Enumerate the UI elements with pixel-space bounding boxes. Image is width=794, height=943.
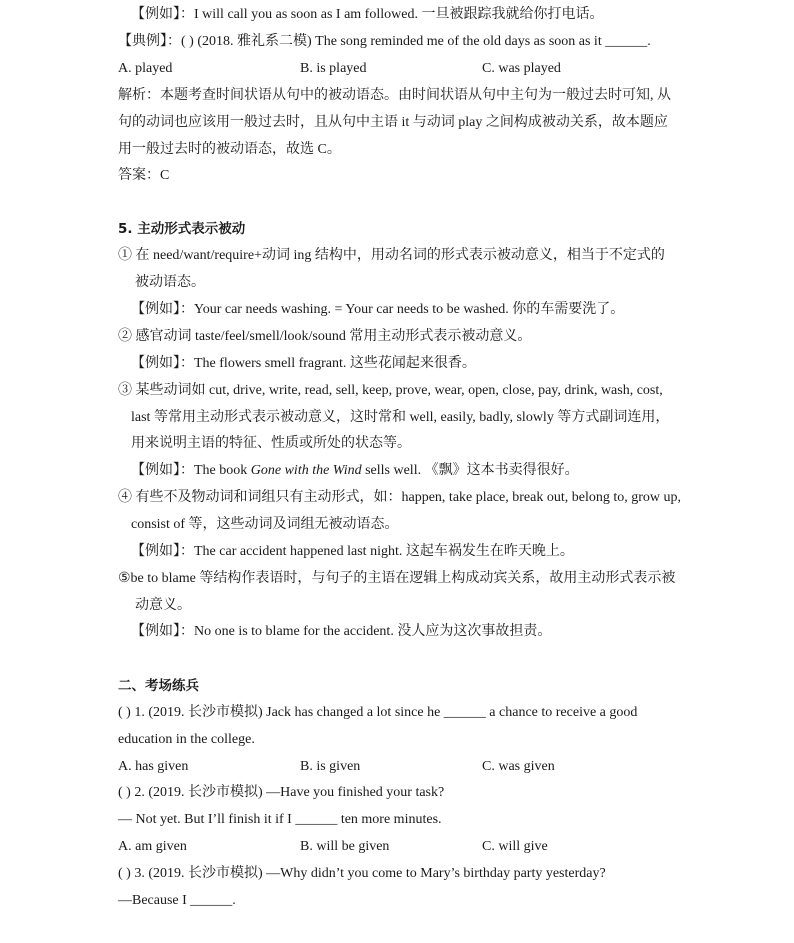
rule-line: 被动语态。 [135, 275, 205, 290]
example-line: 【例如】：The flowers smell fragrant. 这些花闻起来很香。 [131, 356, 476, 371]
option-c: C. was played [482, 61, 561, 76]
rule-line: ② 感官动词 taste/feel/smell/look/sound 常用主动形式表示被动意义。 [118, 329, 532, 344]
options-row [118, 59, 678, 79]
section-heading: 5. 主动形式表示被动 [118, 221, 246, 237]
option-b: B. will be given [300, 839, 390, 854]
question-line: ( ) 2. (2019. 长沙市模拟) —Have you finished your task? [118, 785, 445, 800]
rule-line: 用来说明主语的特征、性质或所处的状态等。 [131, 436, 411, 451]
example-text: sells well. 《飘》这本书卖得很好。 [361, 463, 579, 478]
rule-line: ① 在 need/want/require+动词 ing 结构中，用动名词的形式表示被动意义，相当于不定式的 [118, 248, 665, 263]
rule-line: 动意义。 [135, 598, 191, 613]
option-a: A. has given [118, 759, 189, 774]
rule-line: consist of 等，这些动词及词组无被动语态。 [131, 517, 399, 532]
example-line: 【例如】：Your car needs washing. = Your car needs to be washed. 你的车需要洗了。 [131, 302, 625, 317]
rule-line: ⑤be to blame 等结构作表语时，与句子的主语在逻辑上构成动宾关系，故用主动形式表示被 [118, 571, 676, 586]
analysis-line: 用一般过去时的被动语态，故选 C。 [118, 142, 341, 157]
typical-example-line: 【典例】：( ) (2018. 雅礼系二模) The song reminded me of the old days as soon as it ______. [118, 34, 651, 49]
option-a: A. am given [118, 839, 187, 854]
section-heading: 二、考场练兵 [118, 678, 199, 694]
example-text: 【例如】：The book [131, 463, 251, 478]
option-b: B. is played [300, 61, 367, 76]
question-line: —Because I ______. [118, 893, 236, 908]
rule-line: ③ 某些动词如 cut, drive, write, read, sell, keep, prove, wear, open, close, pay, drink, wash, cost, [118, 383, 663, 398]
example-line [131, 461, 579, 481]
answer-line: 答案：C [118, 168, 170, 183]
question-line: ( ) 3. (2019. 长沙市模拟) —Why didn’t you come to Mary’s birthday party yesterday? [118, 866, 606, 881]
question-line: — Not yet. But I’ll finish it if I ______ ten more minutes. [118, 812, 442, 827]
analysis-line: 句的动词也应该用一般过去时，且从句中主语 it 与动词 play 之间构成被动关系，故本题应 [118, 115, 668, 130]
rule-line: last 等常用主动形式表示被动意义，这时常和 well, easily, badly, slowly 等方式副词连用， [131, 410, 670, 425]
option-a: A. played [118, 61, 173, 76]
example-line: 【例如】：The car accident happened last night. 这起车祸发生在昨天晚上。 [131, 544, 574, 559]
option-b: B. is given [300, 759, 361, 774]
option-c: C. was given [482, 759, 555, 774]
example-line: 【例如】：No one is to blame for the accident. 没人应为这次事故担责。 [131, 624, 552, 639]
question-line: ( ) 1. (2019. 长沙市模拟) Jack has changed a lot since he ______ a chance to receive a good [118, 705, 638, 720]
options-row [118, 757, 678, 777]
options-row [118, 837, 678, 857]
analysis-line: 解析：本题考查时间状语从句中的被动语态。由时间状语从句中主句为一般过去时可知, 从 [118, 88, 671, 103]
rule-line: ④ 有些不及物动词和词组只有主动形式，如：happen, take place, break out, belong to, grow up, [118, 490, 682, 505]
question-line: education in the college. [118, 732, 255, 747]
book-title: Gone with the Wind [250, 463, 362, 478]
example-line: 【例如】：I will call you as soon as I am followed. 一旦被跟踪我就给你打电话。 [131, 7, 604, 22]
option-c: C. will give [482, 839, 548, 854]
